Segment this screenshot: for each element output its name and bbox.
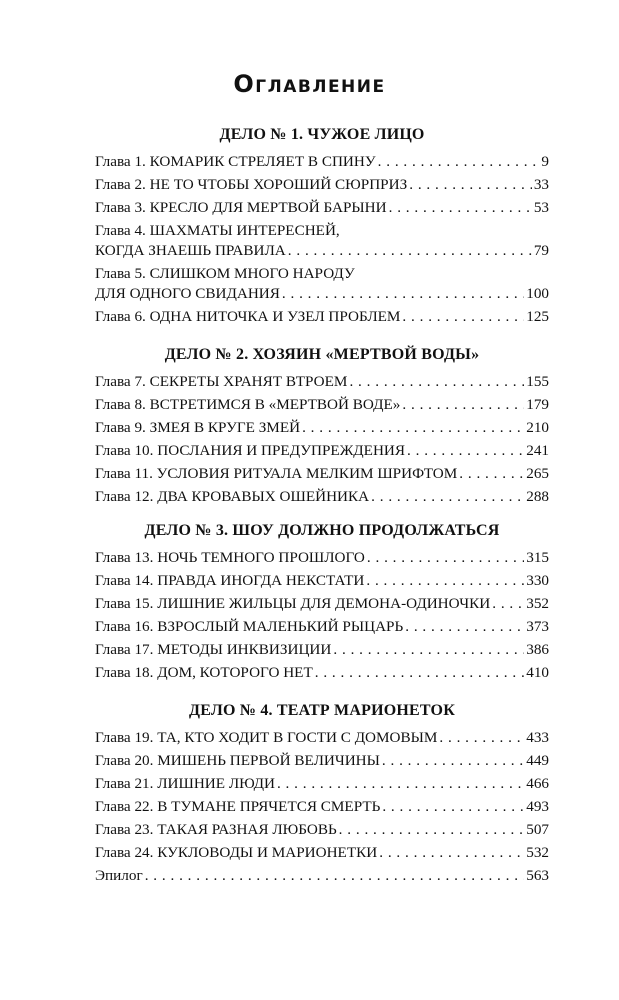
page-number: 33 [533,176,549,193]
dot-leader [302,418,524,438]
chapter-title: Глава 16. ВЗРОСЛЫЙ МАЛЕНЬКИЙ РЫЦАРЬ [95,618,404,635]
toc-entry[interactable] [95,728,549,751]
page-number: 155 [526,373,549,390]
toc-entry[interactable] [95,175,549,198]
toc-entry[interactable] [95,221,549,264]
part-title: ДЕЛО № 3. ШОУ ДОЛЖНО ПРОДОЛЖАТЬСЯ [144,522,500,539]
toc-entry[interactable] [95,395,549,418]
chapter-title: КОГДА ЗНАЕШЬ ПРАВИЛА [95,242,286,259]
chapter-title: Глава 1. КОМАРИК СТРЕЛЯЕТ В СПИНУ [95,153,376,170]
dot-leader [288,241,532,261]
dot-leader [382,797,524,817]
page-number: 563 [526,867,549,884]
page-title: Оглавление [233,70,386,98]
chapter-title: Глава 12. ДВА КРОВАВЫХ ОШЕЙНИКА [95,488,370,505]
chapter-title: Глава 15. ЛИШНИЕ ЖИЛЬЦЫ ДЛЯ ДЕМОНА-ОДИНОЧКИ [95,595,491,612]
toc-part-1 [95,124,549,330]
chapter-title: Глава 5. СЛИШКОМ МНОГО НАРОДУ [95,265,355,282]
page-number: 125 [526,308,549,325]
chapter-title: Глава 9. ЗМЕЯ В КРУГЕ ЗМЕЙ [95,419,301,436]
entry-line [95,487,549,507]
page-number: 330 [526,572,549,589]
part-title: ДЕЛО № 1. ЧУЖОЕ ЛИЦО [219,126,425,143]
entry-line [95,594,549,614]
toc-entry[interactable] [95,441,549,464]
dot-leader [371,487,524,507]
entry-line [95,640,549,660]
entry-line [95,175,549,195]
chapter-title: ДЛЯ ОДНОГО СВИДАНИЯ [95,285,280,302]
chapter-title: Глава 7. СЕКРЕТЫ ХРАНЯТ ВТРОЕМ [95,373,348,390]
page-number: 449 [526,752,549,769]
toc-entry[interactable] [95,797,549,820]
page-number: 410 [526,664,549,681]
dot-leader [402,395,524,415]
page-number: 493 [526,798,549,815]
chapter-title: Глава 3. КРЕСЛО ДЛЯ МЕРТВОЙ БАРЫНИ [95,199,387,216]
dot-leader [402,307,524,327]
dot-leader [409,175,532,195]
toc-part-2 [95,344,549,510]
page-number: 373 [526,618,549,635]
entry-line [95,843,549,863]
entry-line [95,464,549,484]
chapter-title: Глава 4. ШАХМАТЫ ИНТЕРЕСНЕЙ, [95,222,340,239]
entry-line [95,372,549,392]
entry-line [95,418,549,438]
entry-line [95,866,549,886]
entry-line [95,198,549,218]
entry-line [95,241,549,261]
page-number: 100 [526,285,549,302]
entry-line [95,152,549,172]
dot-leader [378,152,540,172]
entry-line [95,284,549,304]
page-number: 210 [526,419,549,436]
page-number: 507 [526,821,549,838]
toc-entry[interactable] [95,866,549,889]
toc-entry[interactable] [95,198,549,221]
dot-leader [339,820,525,840]
entry-line [95,548,549,568]
chapter-title: Глава 8. ВСТРЕТИМСЯ В «МЕРТВОЙ ВОДЕ» [95,396,401,413]
chapter-title: Глава 22. В ТУМАНЕ ПРЯЧЕТСЯ СМЕРТЬ [95,798,381,815]
page-number: 466 [526,775,549,792]
toc-entry[interactable] [95,751,549,774]
dot-leader [367,548,524,568]
entry-line [95,797,549,817]
dot-leader [492,594,524,614]
dot-leader [333,640,524,660]
entry-line [95,663,549,683]
entry-line [95,571,549,591]
page-number: 265 [526,465,549,482]
dot-leader [439,728,524,748]
entry-line [95,441,549,461]
page-number: 352 [526,595,549,612]
entry-line [95,820,549,840]
toc-entry[interactable] [95,843,549,866]
chapter-title: Эпилог [95,867,143,884]
page-number: 532 [526,844,549,861]
dot-leader [382,751,524,771]
chapter-title: Глава 2. НЕ ТО ЧТОБЫ ХОРОШИЙ СЮРПРИЗ [95,176,408,193]
toc-entry[interactable] [95,617,549,640]
page-number: 179 [526,396,549,413]
page-number: 241 [526,442,549,459]
page-number: 315 [526,549,549,566]
toc-entry[interactable] [95,464,549,487]
part-title: ДЕЛО № 2. ХОЗЯИН «МЕРТВОЙ ВОДЫ» [164,346,480,363]
page-number: 9 [541,153,549,170]
chapter-title: Глава 24. КУКЛОВОДЫ И МАРИОНЕТКИ [95,844,378,861]
chapter-title: Глава 14. ПРАВДА ИНОГДА НЕКСТАТИ [95,572,365,589]
chapter-title: Глава 21. ЛИШНИЕ ЛЮДИ [95,775,275,792]
entry-line [95,774,549,794]
dot-leader [145,866,525,886]
page-number: 79 [533,242,549,259]
toc-part-4 [95,700,549,889]
chapter-title: Глава 19. ТА, КТО ХОДИТ В ГОСТИ С ДОМОВЫМ [95,729,438,746]
dot-leader [349,372,524,392]
dot-leader [282,284,524,304]
toc-entry[interactable] [95,418,549,441]
toc-entry[interactable] [95,571,549,594]
page-number: 53 [533,199,549,216]
chapter-title: Глава 18. ДОМ, КОТОРОГО НЕТ [95,664,313,681]
chapter-title: Глава 10. ПОСЛАНИЯ И ПРЕДУПРЕЖДЕНИЯ [95,442,406,459]
entry-line [95,221,549,241]
dot-leader [277,774,524,794]
toc-entry[interactable] [95,820,549,843]
toc-part-3 [95,520,549,686]
chapter-title: Глава 11. УСЛОВИЯ РИТУАЛА МЕЛКИМ ШРИФТОМ [95,465,458,482]
dot-leader [379,843,524,863]
chapter-title: Глава 20. МИШЕНЬ ПЕРВОЙ ВЕЛИЧИНЫ [95,752,380,769]
toc-entry[interactable] [95,640,549,663]
dot-leader [315,663,524,683]
part-title: ДЕЛО № 4. ТЕАТР МАРИОНЕТОК [189,702,455,719]
entry-line [95,617,549,637]
entry-line [95,728,549,748]
entry-line [95,307,549,327]
page-number: 433 [526,729,549,746]
chapter-title: Глава 23. ТАКАЯ РАЗНАЯ ЛЮБОВЬ [95,821,337,838]
toc-entry[interactable] [95,487,549,510]
chapter-title: Глава 6. ОДНА НИТОЧКА И УЗЕЛ ПРОБЛЕМ [95,308,401,325]
dot-leader [366,571,524,591]
page-number: 288 [526,488,549,505]
page-number: 386 [526,641,549,658]
chapter-title: Глава 13. НОЧЬ ТЕМНОГО ПРОШЛОГО [95,549,365,566]
entry-line [95,264,549,284]
toc-entry[interactable] [95,548,549,571]
toc-entry[interactable] [95,372,549,395]
chapter-title: Глава 17. МЕТОДЫ ИНКВИЗИЦИИ [95,641,332,658]
dot-leader [389,198,532,218]
toc-entry[interactable] [95,594,549,617]
toc-entry[interactable] [95,152,549,175]
dot-leader [407,441,524,461]
dot-leader [459,464,524,484]
entry-line [95,751,549,771]
toc-entry[interactable] [95,307,549,330]
toc-entry[interactable] [95,774,549,797]
toc-entry[interactable] [95,663,549,686]
toc-entry[interactable] [95,264,549,307]
entry-line [95,395,549,415]
dot-leader [405,617,524,637]
